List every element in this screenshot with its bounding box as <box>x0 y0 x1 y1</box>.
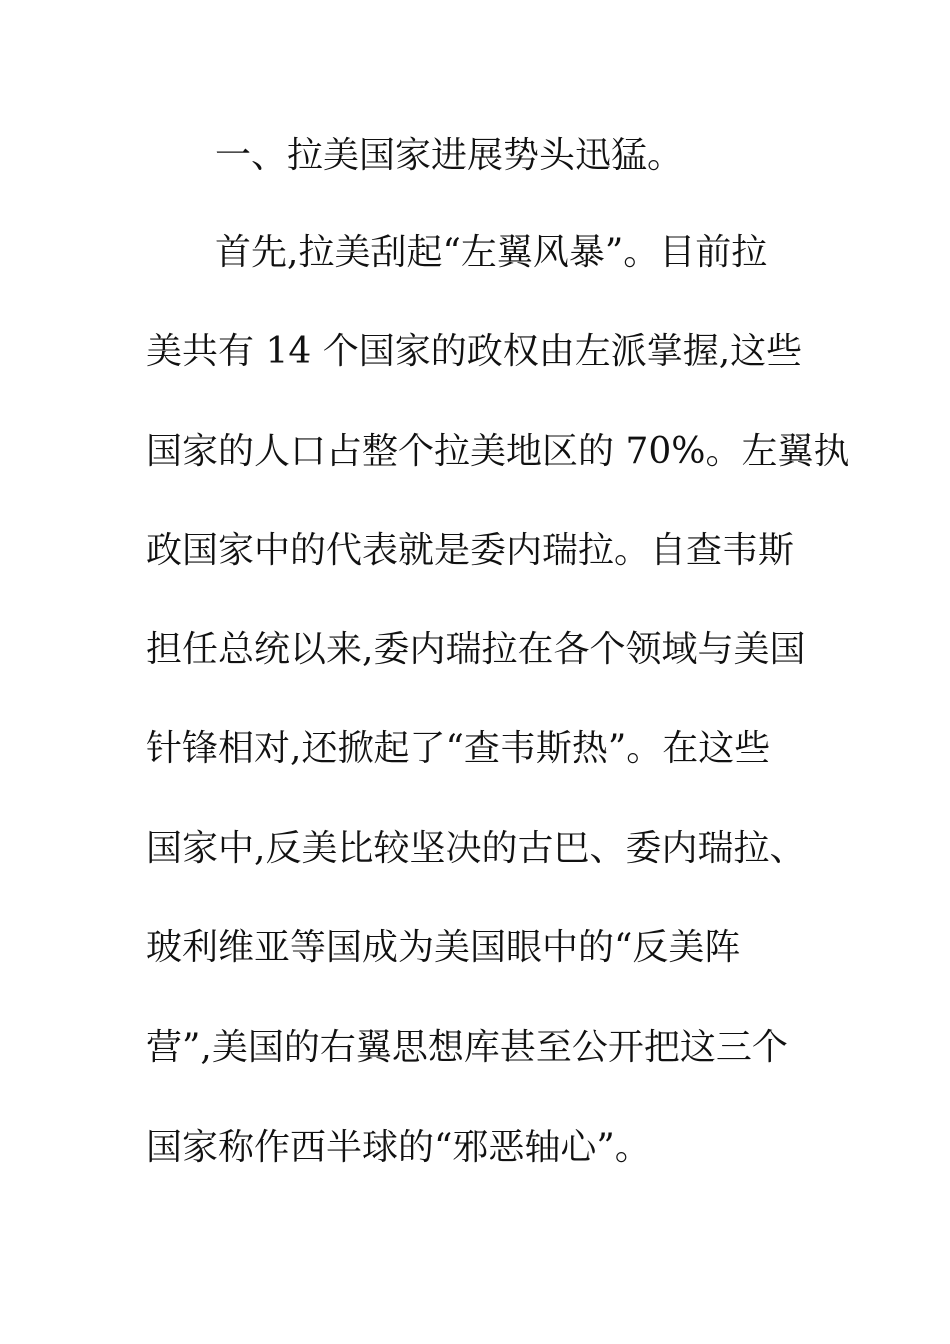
paragraph-line-2: 美共有 14 个国家的政权由左派掌握,这些 <box>146 331 803 372</box>
section-heading: 一、拉美国家进展势头迅猛。 <box>215 135 684 176</box>
paragraph-line-6: 针锋相对,还掀起了“查韦斯热”。在这些 <box>146 728 771 769</box>
paragraph-line-1: 首先,拉美刮起“左翼风暴”。目前拉 <box>215 232 768 273</box>
paragraph-line-4: 政国家中的代表就是委内瑞拉。自查韦斯 <box>146 530 795 571</box>
paragraph-line-9: 营”,美国的右翼思想库甚至公开把这三个 <box>146 1027 788 1068</box>
paragraph-line-10: 国家称作西半球的“邪恶轴心”。 <box>146 1127 651 1168</box>
paragraph-line-7: 国家中,反美比较坚决的古巴、委内瑞拉、 <box>146 828 806 869</box>
paragraph-line-8: 玻利维亚等国成为美国眼中的“反美阵 <box>146 927 741 968</box>
paragraph-line-5: 担任总统以来,委内瑞拉在各个领域与美国 <box>146 629 806 670</box>
paragraph-line-3: 国家的人口占整个拉美地区的 70%。左翼执 <box>146 431 850 472</box>
